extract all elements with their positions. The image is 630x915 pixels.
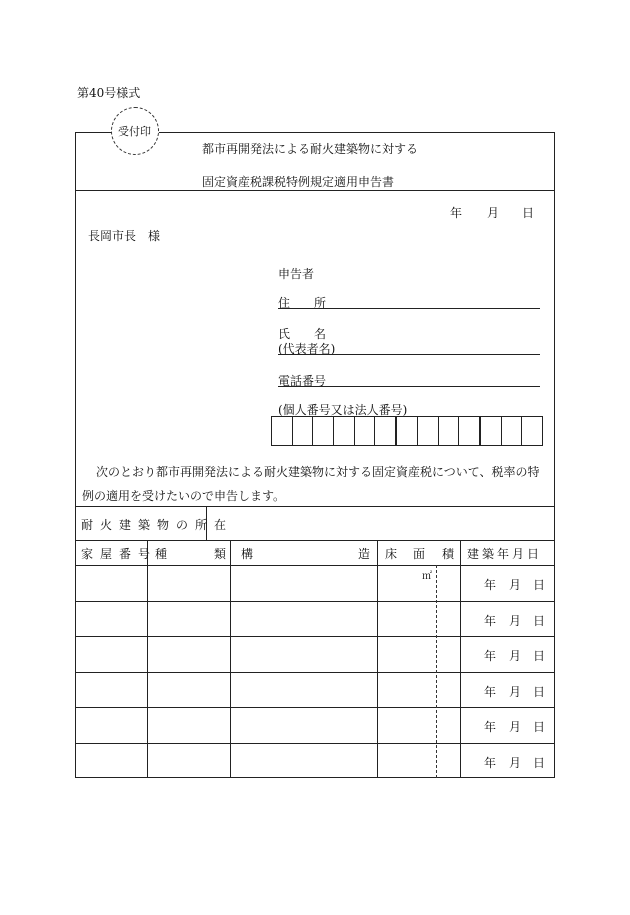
row6-built-day: 日 [533, 756, 546, 770]
document-title-line1: 都市再開発法による耐火建築物に対する [202, 142, 419, 156]
form-number: 第40号様式 [77, 86, 141, 100]
statement-divider [75, 506, 555, 507]
title-divider [75, 190, 555, 191]
location-label: 耐火建築物の所在 [81, 518, 234, 532]
header-structure-char1: 構 [241, 547, 254, 561]
row5-built-year: 年 [484, 720, 497, 734]
number-digit-cell[interactable] [481, 417, 502, 445]
declarant-heading: 申告者 [278, 267, 315, 281]
date-year: 年 [450, 206, 463, 220]
document-title-line2: 固定資産税課税特例規定適用申告書 [202, 175, 395, 189]
number-digit-cell[interactable] [313, 417, 334, 445]
number-digit-cell[interactable] [272, 417, 293, 445]
number-digit-cell[interactable] [375, 417, 397, 445]
location-field[interactable] [212, 510, 550, 536]
number-digit-cell[interactable] [439, 417, 460, 445]
number-digit-cell[interactable] [418, 417, 439, 445]
individual-number-field[interactable] [271, 416, 543, 446]
number-digit-cell[interactable] [293, 417, 314, 445]
address-label: 住 所 [278, 296, 327, 310]
table-col-divider [230, 540, 231, 778]
row2-built-day: 日 [533, 614, 546, 628]
header-floor-char3: 積 [442, 547, 455, 561]
representative-label: (代表者名) [278, 342, 336, 356]
header-floor-char1: 床 [385, 547, 398, 561]
header-kind-char1: 種 [155, 547, 168, 561]
row2-built-month: 月 [509, 614, 522, 628]
row1-built-day: 日 [533, 578, 546, 592]
receipt-stamp-label: 受付印 [118, 125, 151, 138]
row1-built-year: 年 [484, 578, 497, 592]
addressee: 長岡市長 様 [88, 229, 161, 243]
row1-built-month: 月 [509, 578, 522, 592]
table-col-divider [147, 540, 148, 778]
table-col-divider [377, 540, 378, 778]
row5-built-month: 月 [509, 720, 522, 734]
row6-built-year: 年 [484, 756, 497, 770]
header-kind-char2: 類 [214, 547, 227, 561]
number-digit-cell[interactable] [522, 417, 542, 445]
phone-label: 電話番号 [278, 374, 327, 388]
number-digit-cell[interactable] [334, 417, 355, 445]
individual-number-label: (個人番号又は法人番号) [278, 403, 408, 417]
number-digit-cell[interactable] [355, 417, 376, 445]
row4-built-year: 年 [484, 685, 497, 699]
date-month: 月 [487, 206, 500, 220]
row3-built-year: 年 [484, 649, 497, 663]
number-digit-cell[interactable] [459, 417, 481, 445]
row4-built-month: 月 [509, 685, 522, 699]
area-decimal-divider [436, 565, 437, 778]
number-digit-cell[interactable] [502, 417, 523, 445]
header-structure-char2: 造 [358, 547, 371, 561]
table-col-divider [460, 540, 461, 778]
area-unit: ㎡ [422, 571, 432, 582]
row4-built-day: 日 [533, 685, 546, 699]
statement-line2: 例の適用を受けたいので申告します。 [82, 489, 286, 503]
phone-field[interactable] [278, 386, 540, 387]
row2-built-year: 年 [484, 614, 497, 628]
date-day: 日 [522, 206, 535, 220]
header-built-date: 建築年月日 [467, 547, 543, 561]
header-house-number: 家屋番号 [81, 547, 158, 561]
row3-built-month: 月 [509, 649, 522, 663]
header-floor-char2: 面 [413, 547, 426, 561]
address-field[interactable] [278, 308, 540, 309]
row5-built-day: 日 [533, 720, 546, 734]
name-label: 氏 名 [278, 327, 327, 341]
row6-built-month: 月 [509, 756, 522, 770]
number-digit-cell[interactable] [397, 417, 418, 445]
name-field[interactable] [278, 354, 540, 355]
statement-line1: 次のとおり都市再開発法による耐火建築物に対する固定資産税について、税率の特 [96, 465, 540, 479]
row3-built-day: 日 [533, 649, 546, 663]
